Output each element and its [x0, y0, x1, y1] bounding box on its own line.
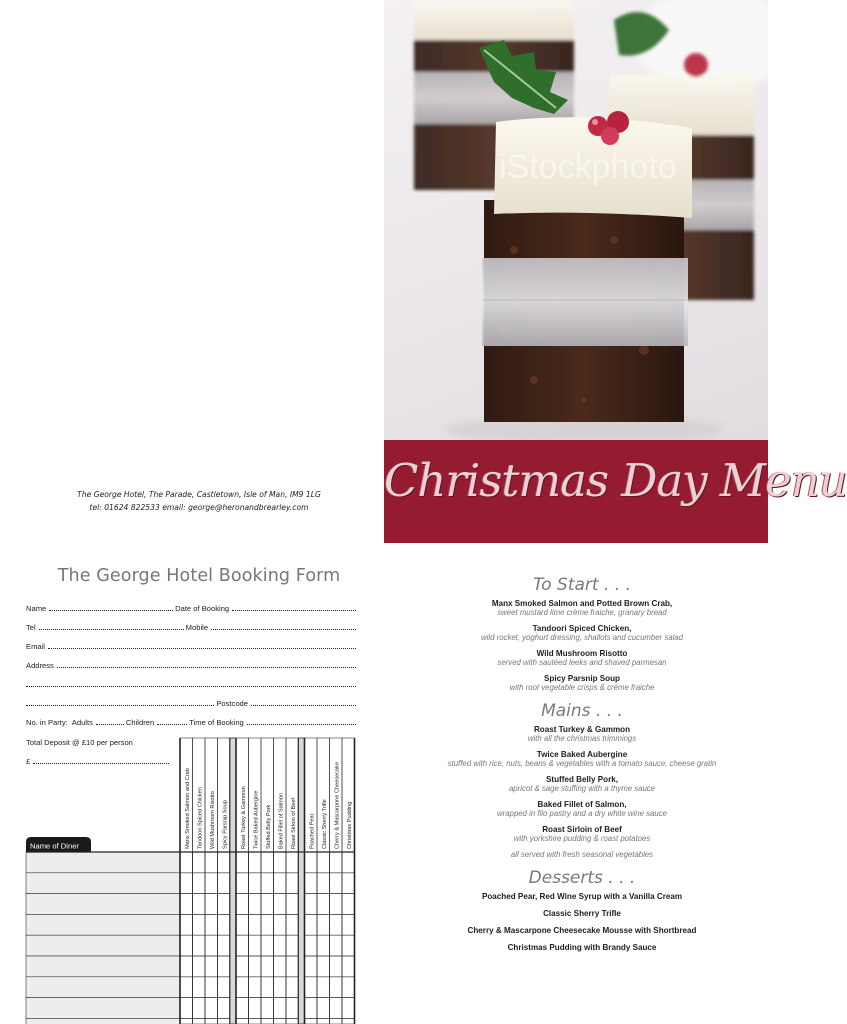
diner-choice-grid — [26, 738, 360, 1024]
starter-desc: with root vegetable crisps & crème fraiche — [509, 683, 655, 692]
name-label: Name — [26, 604, 47, 613]
tel-label: Tel — [26, 623, 36, 632]
email-label: Email — [26, 642, 45, 651]
main-desc: wrapped in filo pastry and a dry white wine sauce — [497, 809, 667, 818]
address-field-2[interactable] — [26, 684, 356, 687]
choice-checkbox[interactable] — [205, 935, 218, 956]
starter-desc: sweet mustard lime crème fraiche, granary bread — [497, 608, 667, 617]
choice-checkbox[interactable] — [193, 956, 206, 977]
diner-name-cell[interactable] — [26, 1018, 180, 1024]
choice-checkbox[interactable] — [330, 894, 343, 915]
choice-checkbox[interactable] — [317, 956, 330, 977]
choice-checkbox[interactable] — [261, 914, 274, 935]
choice-checkbox[interactable] — [180, 894, 193, 915]
postcode-field[interactable] — [251, 703, 356, 706]
choice-column-label: Poached Pear — [309, 813, 316, 849]
main-desc: apricot & sage stuffing with a thyme sauce — [508, 784, 656, 793]
choice-checkbox[interactable] — [249, 935, 262, 956]
menu-title: Christmas Day Menu — [384, 454, 847, 507]
choice-checkbox[interactable] — [286, 956, 299, 977]
choice-checkbox[interactable] — [274, 977, 287, 998]
choice-checkbox[interactable] — [330, 998, 343, 1019]
diner-name-cell[interactable] — [26, 935, 180, 956]
choice-checkbox[interactable] — [286, 977, 299, 998]
choice-column-label: Roast Sirloin of Beef — [290, 798, 297, 849]
choice-checkbox[interactable] — [274, 935, 287, 956]
choice-checkbox[interactable] — [249, 1018, 262, 1024]
main-item — [392, 800, 772, 818]
address-field-3[interactable] — [26, 703, 214, 706]
diner-name-cell[interactable] — [26, 977, 180, 998]
cake-photo — [384, 0, 768, 440]
choice-checkbox[interactable] — [342, 977, 355, 998]
choice-checkbox[interactable] — [305, 998, 318, 1019]
main-desc: stuffed with rice, nuts, beans & vegetables with a tomato sauce, cheese gratin — [447, 759, 717, 768]
choice-checkbox[interactable] — [218, 998, 231, 1019]
choice-checkbox[interactable] — [236, 935, 249, 956]
choice-checkbox[interactable] — [305, 956, 318, 977]
address-field-1[interactable] — [57, 665, 356, 668]
choice-checkbox[interactable] — [236, 998, 249, 1019]
choice-checkbox[interactable] — [261, 852, 274, 873]
choice-checkbox[interactable] — [205, 914, 218, 935]
form-row-address — [26, 658, 358, 670]
tel-field[interactable] — [39, 627, 184, 630]
choice-checkbox[interactable] — [218, 894, 231, 915]
choice-column — [274, 738, 287, 1024]
choice-column-label: Classic Sherry Trifle — [321, 799, 328, 849]
mains-note: all served with fresh seasonal vegetables — [510, 850, 654, 859]
party-label: No. in Party: — [26, 718, 68, 727]
choice-column — [205, 738, 218, 1024]
choice-checkbox[interactable] — [249, 956, 262, 977]
choice-checkbox[interactable] — [305, 873, 318, 894]
choice-checkbox[interactable] — [249, 977, 262, 998]
choice-checkbox[interactable] — [193, 873, 206, 894]
choice-checkbox[interactable] — [317, 1018, 330, 1024]
choice-checkbox[interactable] — [261, 935, 274, 956]
main-name: Stuffed Belly Pork, — [546, 775, 618, 784]
choice-checkbox[interactable] — [274, 852, 287, 873]
menu-title-band — [384, 440, 847, 543]
address-line: The George Hotel, The Parade, Castletown, Isle of Man, IM9 1LG — [77, 490, 321, 499]
choice-column-label: Baked Fillet of Salmon — [278, 793, 285, 849]
choice-checkbox[interactable] — [205, 998, 218, 1019]
choice-checkbox[interactable] — [330, 852, 343, 873]
starter-item — [392, 599, 772, 617]
email-field[interactable] — [48, 646, 356, 649]
choice-checkbox[interactable] — [286, 1018, 299, 1024]
starter-name: Tandoori Spiced Chicken, — [532, 624, 632, 633]
main-item — [392, 750, 772, 768]
choice-checkbox[interactable] — [236, 852, 249, 873]
address-label: Address — [26, 661, 54, 670]
choice-checkbox[interactable] — [342, 852, 355, 873]
choice-checkbox[interactable] — [205, 1018, 218, 1024]
choice-checkbox[interactable] — [218, 935, 231, 956]
choice-checkbox[interactable] — [305, 852, 318, 873]
choice-checkbox[interactable] — [286, 935, 299, 956]
choice-column — [249, 738, 262, 1024]
desserts-heading: Desserts . . . — [528, 868, 636, 888]
main-name: Baked Fillet of Salmon, — [537, 800, 627, 809]
choice-checkbox[interactable] — [330, 873, 343, 894]
form-row-email — [26, 639, 358, 651]
contact-line: tel: 01624 822533 email: george@heronandbrearley.com — [89, 503, 309, 512]
starters-heading: To Start . . . — [532, 575, 632, 595]
time-of-booking-label: Time of Booking — [189, 718, 244, 727]
choice-checkbox[interactable] — [236, 914, 249, 935]
choice-column — [286, 738, 299, 1024]
group-spacer — [299, 738, 305, 1024]
name-field[interactable] — [49, 608, 173, 611]
dessert-item: Cherry & Mascarpone Cheesecake Mousse with Shortbread — [467, 926, 697, 935]
mains-heading: Mains . . . — [541, 701, 623, 721]
hotel-address — [40, 488, 358, 514]
choice-checkbox[interactable] — [342, 956, 355, 977]
choice-checkbox[interactable] — [249, 914, 262, 935]
deposit-label: Total Deposit @ £10 per person — [26, 738, 133, 747]
dessert-item: Poached Pear, Red Wine Syrup with a Vanilla Cream — [481, 892, 683, 901]
choice-checkbox[interactable] — [274, 873, 287, 894]
main-name: Roast Turkey & Gammon — [533, 725, 631, 734]
choice-checkbox[interactable] — [180, 852, 193, 873]
diner-name-cell[interactable] — [26, 894, 180, 915]
adults-field[interactable] — [96, 722, 124, 725]
date-of-booking-field[interactable] — [232, 608, 356, 611]
choice-column — [342, 738, 355, 1024]
choice-checkbox[interactable] — [305, 1018, 318, 1024]
diner-name-cell[interactable] — [26, 852, 180, 873]
choice-checkbox[interactable] — [193, 894, 206, 915]
group-spacer — [230, 738, 236, 1024]
choice-checkbox[interactable] — [317, 894, 330, 915]
choice-checkbox[interactable] — [218, 852, 231, 873]
booking-form-title: The George Hotel Booking Form — [57, 566, 341, 586]
time-of-booking-field[interactable] — [247, 722, 356, 725]
choice-checkbox[interactable] — [236, 977, 249, 998]
choice-checkbox[interactable] — [180, 873, 193, 894]
starter-item — [392, 624, 772, 642]
choice-checkbox[interactable] — [218, 873, 231, 894]
children-field[interactable] — [157, 722, 187, 725]
main-item — [392, 825, 772, 843]
choice-checkbox[interactable] — [180, 998, 193, 1019]
choice-checkbox[interactable] — [261, 977, 274, 998]
diner-name-cell[interactable] — [26, 956, 180, 977]
main-name: Roast Sirloin of Beef — [542, 825, 622, 834]
choice-checkbox[interactable] — [330, 1018, 343, 1024]
choice-column-label: Tandoori Spiced Chicken — [197, 787, 204, 849]
choice-column — [305, 738, 318, 1024]
starter-item — [392, 649, 772, 667]
choice-checkbox[interactable] — [180, 977, 193, 998]
choice-checkbox[interactable] — [193, 914, 206, 935]
form-row-tel — [26, 620, 358, 632]
choice-checkbox[interactable] — [193, 852, 206, 873]
choice-checkbox[interactable] — [274, 914, 287, 935]
choice-checkbox[interactable] — [317, 852, 330, 873]
diner-name-cell[interactable] — [26, 998, 180, 1019]
choice-checkbox[interactable] — [180, 956, 193, 977]
main-name: Twice Baked Aubergine — [536, 750, 628, 759]
choice-checkbox[interactable] — [342, 998, 355, 1019]
choice-checkbox[interactable] — [330, 914, 343, 935]
choice-checkbox[interactable] — [286, 998, 299, 1019]
watermark: iStockphoto — [499, 148, 677, 186]
starter-name: Manx Smoked Salmon and Potted Brown Crab, — [491, 599, 673, 608]
choice-checkbox[interactable] — [193, 998, 206, 1019]
choice-column-label: Manx Smoked Salmon and Crab — [184, 768, 191, 849]
choice-checkbox[interactable] — [205, 852, 218, 873]
starter-name: Wild Mushroom Risotto — [536, 649, 628, 658]
choice-checkbox[interactable] — [180, 935, 193, 956]
choice-column — [193, 738, 206, 1024]
menu-panel — [392, 575, 772, 952]
choice-checkbox[interactable] — [330, 935, 343, 956]
choice-checkbox[interactable] — [330, 977, 343, 998]
choice-checkbox[interactable] — [249, 852, 262, 873]
choice-checkbox[interactable] — [218, 956, 231, 977]
starter-item — [392, 674, 772, 692]
diner-name-cell[interactable] — [26, 873, 180, 894]
choice-column-label: Cherry & Mascarpone Cheesecake — [334, 761, 341, 849]
choice-checkbox[interactable] — [342, 873, 355, 894]
main-desc: with yorkshire pudding & roast potatoes — [513, 834, 651, 843]
form-row-postcode — [26, 696, 358, 708]
choice-column-label: Wild Mushroom Risotto — [209, 791, 216, 849]
choice-checkbox[interactable] — [274, 998, 287, 1019]
choice-checkbox[interactable] — [205, 977, 218, 998]
choice-checkbox[interactable] — [305, 935, 318, 956]
dessert-item: Christmas Pudding with Brandy Sauce — [507, 943, 657, 952]
dessert-item: Classic Sherry Trifle — [543, 909, 621, 918]
choice-checkbox[interactable] — [342, 1018, 355, 1024]
choice-checkbox[interactable] — [317, 977, 330, 998]
starter-desc: served with sautéed leeks and shaved parmesan — [497, 658, 667, 667]
choice-column-label: Spicy Parsnip Soup — [222, 800, 229, 849]
choice-checkbox[interactable] — [286, 873, 299, 894]
choice-checkbox[interactable] — [261, 894, 274, 915]
choice-column — [236, 738, 249, 1024]
choice-column-label: Christmas Pudding — [346, 801, 353, 849]
choice-checkbox[interactable] — [261, 873, 274, 894]
choice-checkbox[interactable] — [317, 998, 330, 1019]
choice-checkbox[interactable] — [305, 977, 318, 998]
choice-checkbox[interactable] — [180, 1018, 193, 1024]
choice-column-label: Twice Baked Aubergine — [253, 790, 260, 849]
choice-column — [261, 738, 274, 1024]
choice-checkbox[interactable] — [305, 894, 318, 915]
choice-checkbox[interactable] — [180, 914, 193, 935]
choice-checkbox[interactable] — [205, 873, 218, 894]
choice-column-label: Stuffed Belly Pork — [265, 804, 272, 849]
name-of-diner-label: Name of Diner — [30, 841, 79, 851]
main-item — [392, 775, 772, 793]
choice-column — [218, 738, 231, 1024]
choice-checkbox[interactable] — [286, 852, 299, 873]
postcode-label: Postcode — [216, 699, 248, 708]
choice-checkbox[interactable] — [236, 956, 249, 977]
choice-checkbox[interactable] — [342, 894, 355, 915]
choice-checkbox[interactable] — [218, 977, 231, 998]
choice-checkbox[interactable] — [305, 914, 318, 935]
choice-checkbox[interactable] — [193, 935, 206, 956]
choice-checkbox[interactable] — [218, 914, 231, 935]
choice-checkbox[interactable] — [236, 873, 249, 894]
starter-name: Spicy Parsnip Soup — [543, 674, 620, 683]
christmas-cake-image — [384, 0, 768, 440]
choice-checkbox[interactable] — [218, 1018, 231, 1024]
choice-checkbox[interactable] — [249, 894, 262, 915]
choice-checkbox[interactable] — [205, 894, 218, 915]
choice-checkbox[interactable] — [249, 998, 262, 1019]
choice-checkbox[interactable] — [274, 1018, 287, 1024]
form-row-address-2 — [26, 677, 358, 689]
choice-checkbox[interactable] — [261, 1018, 274, 1024]
choice-checkbox[interactable] — [236, 894, 249, 915]
choice-checkbox[interactable] — [342, 914, 355, 935]
choice-column — [317, 738, 330, 1024]
diner-name-cell[interactable] — [26, 914, 180, 935]
choice-checkbox[interactable] — [236, 1018, 249, 1024]
choice-checkbox[interactable] — [193, 1018, 206, 1024]
starter-desc: wild rocket, yoghurt dressing, shallots and cucumber salad — [481, 633, 683, 642]
choice-checkbox[interactable] — [205, 956, 218, 977]
choice-checkbox[interactable] — [330, 956, 343, 977]
choice-checkbox[interactable] — [249, 873, 262, 894]
children-label: Children — [125, 718, 155, 727]
choice-checkbox[interactable] — [274, 894, 287, 915]
date-of-booking-label: Date of Booking — [175, 604, 230, 613]
form-row-name — [26, 601, 358, 613]
choice-checkbox[interactable] — [286, 894, 299, 915]
mobile-label: Mobile — [185, 623, 209, 632]
mobile-field[interactable] — [211, 627, 356, 630]
currency-label: £ — [26, 757, 31, 766]
adults-label: Adults — [71, 718, 93, 727]
choice-column-label: Roast Turkey & Gammon — [240, 786, 247, 849]
choice-checkbox[interactable] — [317, 935, 330, 956]
form-row-party — [26, 715, 358, 727]
choice-checkbox[interactable] — [317, 873, 330, 894]
choice-checkbox[interactable] — [261, 956, 274, 977]
choice-checkbox[interactable] — [261, 998, 274, 1019]
choice-checkbox[interactable] — [342, 935, 355, 956]
main-item — [392, 725, 772, 743]
choice-checkbox[interactable] — [193, 977, 206, 998]
choice-checkbox[interactable] — [317, 914, 330, 935]
main-desc: with all the christmas trimmings — [527, 734, 637, 743]
choice-checkbox[interactable] — [286, 914, 299, 935]
choice-checkbox[interactable] — [274, 956, 287, 977]
